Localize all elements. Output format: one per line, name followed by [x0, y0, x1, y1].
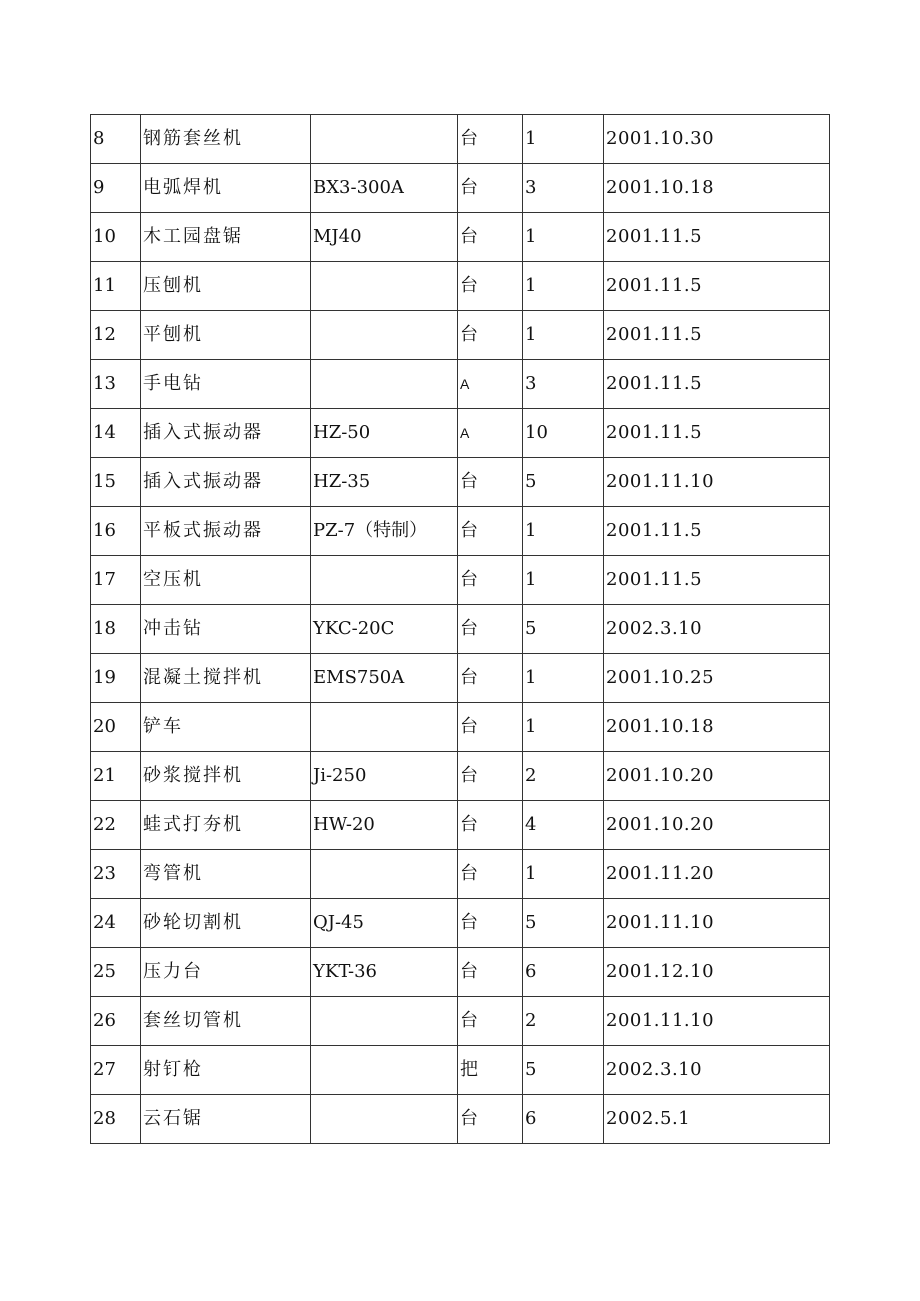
table-row	[91, 1095, 830, 1144]
table-row	[91, 899, 830, 948]
model-cell	[311, 1046, 458, 1095]
equipment-name-cell: 平刨机	[141, 311, 311, 360]
model-cell	[311, 360, 458, 409]
equipment-table-body	[91, 115, 830, 1144]
table-row	[91, 164, 830, 213]
unit-cell: 台	[458, 458, 523, 507]
equipment-name-cell: 插入式振动器	[141, 458, 311, 507]
date-cell: 2002.5.1	[604, 1095, 830, 1144]
date-cell: 2001.11.5	[604, 507, 830, 556]
date-cell: 2001.10.20	[604, 752, 830, 801]
row-number-cell: 20	[91, 703, 141, 752]
quantity-cell: 6	[523, 1095, 604, 1144]
model-cell: MJ40	[311, 213, 458, 262]
equipment-name-cell: 木工园盘锯	[141, 213, 311, 262]
date-cell: 2001.11.5	[604, 409, 830, 458]
equipment-name-cell: 电弧焊机	[141, 164, 311, 213]
table-row	[91, 458, 830, 507]
table-row	[91, 360, 830, 409]
equipment-name-cell: 蛙式打夯机	[141, 801, 311, 850]
equipment-name-cell: 云石锯	[141, 1095, 311, 1144]
date-cell: 2002.3.10	[604, 605, 830, 654]
table-row	[91, 997, 830, 1046]
model-cell	[311, 556, 458, 605]
unit-cell: 台	[458, 507, 523, 556]
row-number-cell: 24	[91, 899, 141, 948]
equipment-name-cell: 套丝切管机	[141, 997, 311, 1046]
model-cell: BX3-300A	[311, 164, 458, 213]
unit-cell: 台	[458, 997, 523, 1046]
equipment-name-cell: 钢筋套丝机	[141, 115, 311, 164]
date-cell: 2001.11.10	[604, 458, 830, 507]
row-number-cell: 15	[91, 458, 141, 507]
equipment-name-cell: 平板式振动器	[141, 507, 311, 556]
quantity-cell: 1	[523, 115, 604, 164]
table-row	[91, 801, 830, 850]
quantity-cell: 5	[523, 458, 604, 507]
unit-cell: A	[458, 409, 523, 458]
table-row	[91, 850, 830, 899]
row-number-cell: 16	[91, 507, 141, 556]
date-cell: 2001.10.20	[604, 801, 830, 850]
row-number-cell: 12	[91, 311, 141, 360]
row-number-cell: 17	[91, 556, 141, 605]
model-cell	[311, 850, 458, 899]
row-number-cell: 22	[91, 801, 141, 850]
quantity-cell: 1	[523, 507, 604, 556]
equipment-name-cell: 铲车	[141, 703, 311, 752]
table-row	[91, 311, 830, 360]
quantity-cell: 1	[523, 213, 604, 262]
model-cell: PZ-7（特制）	[311, 507, 458, 556]
table-row	[91, 262, 830, 311]
date-cell: 2001.11.5	[604, 556, 830, 605]
model-cell	[311, 1095, 458, 1144]
equipment-name-cell: 砂浆搅拌机	[141, 752, 311, 801]
quantity-cell: 5	[523, 899, 604, 948]
table-row	[91, 948, 830, 997]
date-cell: 2001.11.5	[604, 213, 830, 262]
date-cell: 2001.10.30	[604, 115, 830, 164]
row-number-cell: 8	[91, 115, 141, 164]
date-cell: 2001.11.10	[604, 997, 830, 1046]
model-cell	[311, 997, 458, 1046]
table-row	[91, 1046, 830, 1095]
date-cell: 2001.12.10	[604, 948, 830, 997]
quantity-cell: 1	[523, 850, 604, 899]
date-cell: 2002.3.10	[604, 1046, 830, 1095]
quantity-cell: 2	[523, 997, 604, 1046]
row-number-cell: 25	[91, 948, 141, 997]
row-number-cell: 21	[91, 752, 141, 801]
table-row	[91, 703, 830, 752]
row-number-cell: 14	[91, 409, 141, 458]
table-row	[91, 213, 830, 262]
model-cell: HW-20	[311, 801, 458, 850]
date-cell: 2001.11.10	[604, 899, 830, 948]
date-cell: 2001.11.5	[604, 311, 830, 360]
equipment-name-cell: 混凝土搅拌机	[141, 654, 311, 703]
quantity-cell: 1	[523, 311, 604, 360]
unit-cell: 台	[458, 213, 523, 262]
equipment-name-cell: 插入式振动器	[141, 409, 311, 458]
table-row	[91, 654, 830, 703]
model-cell: YKC-20C	[311, 605, 458, 654]
row-number-cell: 13	[91, 360, 141, 409]
model-cell: QJ-45	[311, 899, 458, 948]
date-cell: 2001.10.18	[604, 703, 830, 752]
row-number-cell: 19	[91, 654, 141, 703]
unit-cell: A	[458, 360, 523, 409]
unit-cell: 台	[458, 752, 523, 801]
unit-cell: 台	[458, 164, 523, 213]
quantity-cell: 4	[523, 801, 604, 850]
row-number-cell: 26	[91, 997, 141, 1046]
date-cell: 2001.10.25	[604, 654, 830, 703]
table-row	[91, 752, 830, 801]
unit-cell: 台	[458, 262, 523, 311]
unit-cell: 台	[458, 801, 523, 850]
row-number-cell: 27	[91, 1046, 141, 1095]
quantity-cell: 1	[523, 262, 604, 311]
table-row	[91, 507, 830, 556]
equipment-name-cell: 冲击钻	[141, 605, 311, 654]
unit-cell: 台	[458, 899, 523, 948]
unit-cell: 台	[458, 850, 523, 899]
equipment-name-cell: 压力台	[141, 948, 311, 997]
quantity-cell: 10	[523, 409, 604, 458]
quantity-cell: 5	[523, 1046, 604, 1095]
unit-cell: 台	[458, 605, 523, 654]
model-cell	[311, 311, 458, 360]
unit-cell: 台	[458, 1095, 523, 1144]
table-row	[91, 115, 830, 164]
date-cell: 2001.11.5	[604, 360, 830, 409]
unit-cell: 台	[458, 556, 523, 605]
quantity-cell: 3	[523, 164, 604, 213]
quantity-cell: 1	[523, 703, 604, 752]
unit-cell: 台	[458, 115, 523, 164]
equipment-name-cell: 空压机	[141, 556, 311, 605]
quantity-cell: 3	[523, 360, 604, 409]
unit-cell: 台	[458, 311, 523, 360]
unit-cell: 台	[458, 703, 523, 752]
equipment-table	[90, 114, 830, 1144]
equipment-name-cell: 手电钻	[141, 360, 311, 409]
quantity-cell: 1	[523, 654, 604, 703]
date-cell: 2001.11.5	[604, 262, 830, 311]
quantity-cell: 5	[523, 605, 604, 654]
model-cell	[311, 262, 458, 311]
model-cell: Ji-250	[311, 752, 458, 801]
equipment-name-cell: 砂轮切割机	[141, 899, 311, 948]
equipment-name-cell: 射钉枪	[141, 1046, 311, 1095]
unit-cell: 台	[458, 948, 523, 997]
unit-cell: 台	[458, 654, 523, 703]
equipment-name-cell: 压刨机	[141, 262, 311, 311]
unit-cell: 把	[458, 1046, 523, 1095]
table-row	[91, 556, 830, 605]
row-number-cell: 9	[91, 164, 141, 213]
quantity-cell: 2	[523, 752, 604, 801]
equipment-name-cell: 弯管机	[141, 850, 311, 899]
model-cell: HZ-50	[311, 409, 458, 458]
model-cell	[311, 115, 458, 164]
row-number-cell: 10	[91, 213, 141, 262]
quantity-cell: 1	[523, 556, 604, 605]
quantity-cell: 6	[523, 948, 604, 997]
date-cell: 2001.10.18	[604, 164, 830, 213]
table-row	[91, 605, 830, 654]
model-cell: EMS750A	[311, 654, 458, 703]
row-number-cell: 23	[91, 850, 141, 899]
model-cell	[311, 703, 458, 752]
table-row	[91, 409, 830, 458]
row-number-cell: 11	[91, 262, 141, 311]
model-cell: HZ-35	[311, 458, 458, 507]
model-cell: YKT-36	[311, 948, 458, 997]
row-number-cell: 28	[91, 1095, 141, 1144]
date-cell: 2001.11.20	[604, 850, 830, 899]
row-number-cell: 18	[91, 605, 141, 654]
